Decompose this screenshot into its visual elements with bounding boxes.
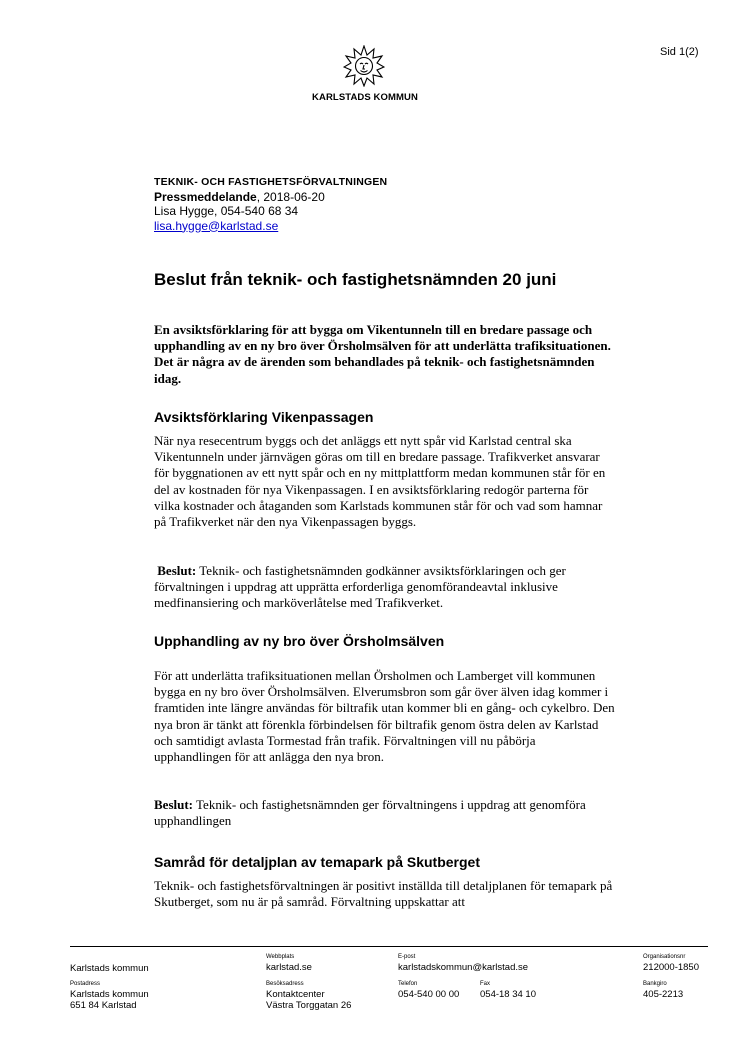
decision-upphandling: [154, 797, 616, 829]
contact: Lisa Hygge, 054-540 68 34: [154, 204, 299, 218]
footer-orgnr: 212000-1850: [643, 962, 699, 973]
lead-paragraph: En avsiktsförklaring för att bygga om Vikentunneln till en bredare passage och upphandling av en ny bro över Örsholmsälven för att underlätta trafiksituationen. Det är några av de ärenden som behandlades på teknik- och fastighetsnämnden idag.: [154, 322, 611, 386]
footer-org-name: Karlstads kommun: [70, 963, 149, 974]
footer-webbplats-link[interactable]: karlstad.se: [266, 962, 312, 973]
section-heading-avsikt: Avsiktsförklaring Vikenpassagen: [154, 409, 374, 425]
footer-besok-2: Västra Torggatan 26: [266, 1000, 352, 1011]
decision-text: Teknik- och fastighetsnämnden ger förvaltningens i uppdrag att genomföra upphandlingen: [154, 797, 586, 829]
footer-postadress-label: Postadress: [70, 981, 101, 987]
footer-besok-1: Kontaktcenter: [266, 989, 325, 1000]
section-heading-upphandling: Upphandling av ny bro över Örsholmsälven: [154, 633, 445, 649]
footer-bankgiro-label: Bankgiro: [643, 981, 667, 987]
logo-org-name: KARLSTADS KOMMUN: [312, 92, 418, 103]
section-body-avsikt: När nya resecentrum byggs och det anläggs ett nytt spår vid Karlstad central ska Vikentunneln under järnvägen göras om till en bredare passage. Trafikverket ansvarar för byggnationen av ett nytt spår och en ny mittplattform medan kommunen står för en del av kostnaden för nya Vikenpassagen. I en avsiktsförklaring redogör parterna för vilka kostnader och åtaganden som Karlstads kommunen står för och vad som hamnar på Trafikverket när den nya Vikenpassagen byggs.: [154, 433, 606, 530]
department: TEKNIK- OCH FASTIGHETSFÖRVALTNINGEN: [154, 176, 388, 188]
date: , 2018-06-20: [256, 189, 325, 204]
section-body-samrad: Teknik- och fastighetsförvaltningen är positivt inställda till detaljplanen för temapark på Skutberget, som nu är på samråd. Förvaltning uppskattar att: [154, 878, 613, 910]
footer-postadress-1: Karlstads kommun: [70, 989, 149, 1000]
footer-bankgiro: 405-2213: [643, 989, 684, 1000]
footer-postadress-2: 651 84 Karlstad: [70, 1000, 137, 1011]
page-title: Beslut från teknik- och fastighetsnämnden 20 juni: [154, 270, 557, 289]
footer-besok-label: Besöksadress: [266, 981, 304, 987]
footer-telefon: 054-540 00 00: [398, 989, 460, 1000]
page-number: Sid 1(2): [660, 46, 699, 58]
press-header: [154, 175, 387, 233]
contact-email-link[interactable]: lisa.hygge@karlstad.se: [154, 218, 279, 233]
footer-fax: 054-18 34 10: [480, 989, 536, 1000]
decision-text: Teknik- och fastighetsnämnden godkänner avsiktsförklaringen och ger förvaltningen i uppdrag att upprätta erforderliga genomförandeavtal inklusive medfinansiering och marköverlåtelse med Trafikverket.: [154, 563, 566, 611]
footer-orgnr-label: Organisationsnr: [643, 954, 686, 960]
footer-epost-label: E-post: [398, 954, 416, 960]
footer-webbplats-label: Webbplats: [266, 954, 295, 960]
footer-divider: [70, 946, 708, 947]
karlstad-sun-logo-icon: [343, 45, 385, 87]
section-heading-samrad: Samråd för detaljplan av temapark på Skutberget: [154, 854, 480, 870]
section-body-upphandling: För att underlätta trafiksituationen mellan Örsholmen och Lamberget vill kommunen bygga en ny bro över Örsholmsälven. Elverumsbron som går över älven idag kommer i framtiden inte längre användas för biltrafik utan kommer bli en gång- och cykelbro. Den nya bron är tänkt att förenkla förbindelsen för biltrafik genom östra delen av Karlstad och samtidigt avlasta Tormestad från trafik. Förvaltningen vill nu påbörja upphandlingen för att anlägga den nya bron.: [154, 668, 615, 765]
decision-avsikt: [154, 563, 616, 612]
footer-telefon-label: Telefon: [398, 981, 418, 987]
decision-label: Beslut:: [154, 797, 193, 812]
footer-fax-label: Fax: [480, 981, 491, 987]
decision-label: Beslut:: [157, 563, 197, 578]
doc-type: Pressmeddelande: [154, 189, 257, 204]
footer-epost-link[interactable]: karlstadskommun@karlstad.se: [398, 962, 529, 973]
doc-type-line: [154, 190, 387, 205]
